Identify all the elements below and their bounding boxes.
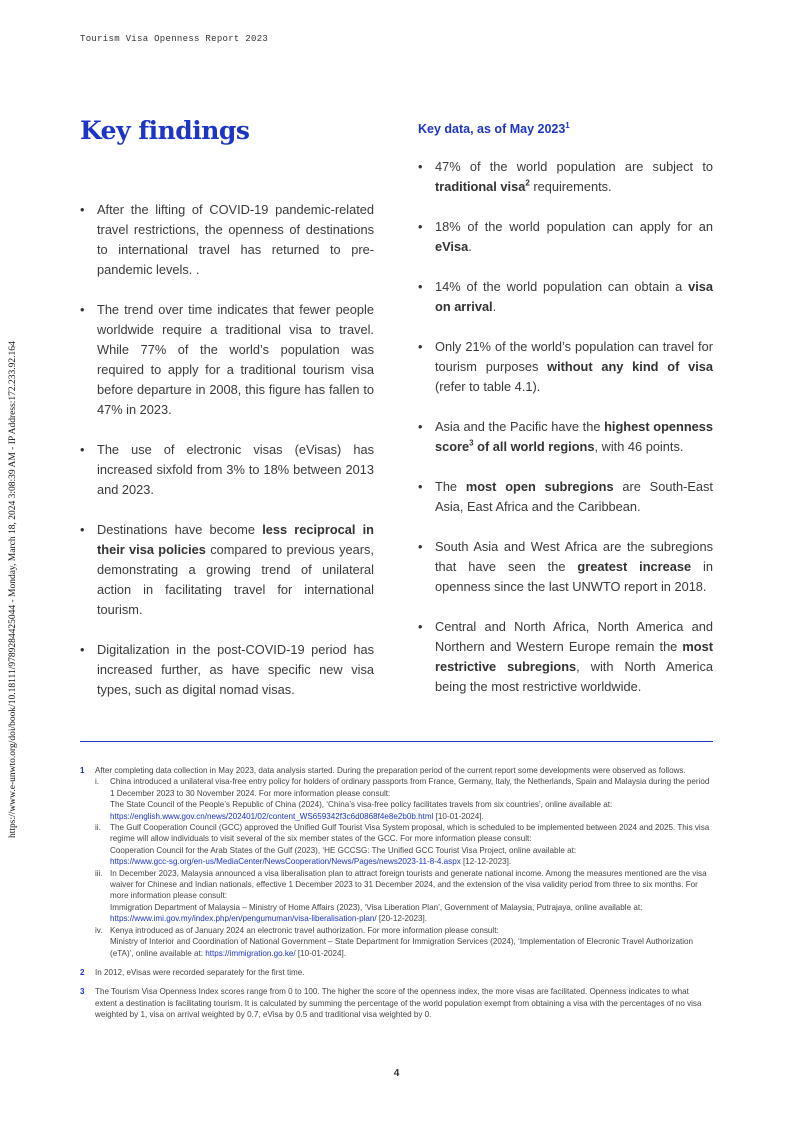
footnote-sub-item: iv. Kenya introduced as of January 2024 an electronic travel authorization. For more information please consult: Ministry of Interior and Coordination of National Government – State Department for Immigration Services (2024), ‘Implementation of Elecronic Travel Authorization (eTA)’, online available at: https://immigration.go.ke/ [10-01-2024].: [95, 925, 694, 958]
finding-item: • The use of electronic visas (eVisas) has increased sixfold from 3% to 18% between 2013 and 2023.: [80, 440, 374, 500]
key-data-item: • Only 21% of the world’s population can travel for tourism purposes without any kind of visa (refer to table 4.1).: [418, 337, 713, 397]
key-data-item: • 47% of the world population are subject to traditional visa$^2$ requirements.: [418, 157, 713, 197]
running-header: Tourism Visa Openness Report 2023: [80, 34, 269, 44]
key-data-list: [418, 157, 713, 697]
key-findings-column: [80, 200, 374, 720]
side-watermark: https://www.e-unwto.org/doi/book/10.18111/9789284425044 - Monday, March 18, 2024 3:08:39 AM - IP Address:172.233.92.164: [8, 341, 18, 838]
page-number: 4: [393, 1068, 400, 1079]
finding-item: • After the lifting of COVID-19 pandemic-related travel restrictions, the openness of destinations to international travel has returned to pre-pandemic levels. .: [80, 200, 374, 280]
finding-item: • The trend over time indicates that fewer people worldwide require a traditional visa to travel. While 77% of the world’s population was required to apply for a traditional tourism visa before departure in 2008, this figure has fallen to 47% in 2023.: [80, 300, 374, 420]
footnote-link[interactable]: https://english.www.gov.cn/news/202401/02/content_WS659342f3c6d0868f4e8e2b0b.html: [110, 811, 434, 821]
footnote-link[interactable]: https://www.imi.gov.my/index.php/en/pengumuman/visa-liberalisation-plan/: [110, 914, 377, 924]
key-findings-list: [80, 200, 374, 700]
footnote-number: 2: [80, 967, 85, 977]
key-data-title: Key data, as of May 2023$^1$: [418, 120, 570, 136]
key-data-item: • Central and North Africa, North America and Northern and Western Europe remain the most restrictive subregions, with North America being the most restrictive worldwide.: [418, 617, 713, 697]
footnote-1: 1 After completing data collection in May 2023, data analysis started. During the preparation period of the current report some developments were observed as follows. i. China introduced a unilateral visa-free entry policy for holders of ordinary passports from France, Germany, Italy, the Netherlands, Spain and Malaysia during the period 1 December 2023 to 30 November 2024. For more information please consult: The State Council of the People’s Republic of China (2024), ‘China’s visa-free policy facilitates travels from six countries’, online available at: https://english.www.gov.cn/news/202401/02/content_WS659342f3c6d0868f4e8e2b0b.html [10-01-2024]. ii. The Gulf Cooperation Council (GCC) approved the Unified Gulf Tourist Visa System proposal, which is scheduled to be implemented between 2024 and 2025. This visa regime will allow individuals to visit several of the six member states of the GCC. For more information please consult: Cooperation Council for the Arab States of the Gulf (2023), ‘HE GCCSG: The Unified GCC Tourist Visa Project, online available at: https://www.gcc-sg.org/en-us/MediaCenter/NewsCooperation/News/Pages/news2023-11-8-4.aspx [12-12-2023]. iii. In December 2023, Malaysia announced a visa liberalisation plan to attract foreign tourists and generate national income. Among the measures mentioned are the visa waiver for Chinese and Indian nationals, effective 1 December 2023 to 31 December 2024, and the extension of the visa validity period from three to six months. For more information please consult: Immigration Department of Malaysia – Ministry of Home Affairs (2023), ‘Visa Liberation Plan’, Government of Malaysia, Putrajaya, online available at: https://www.imi.gov.my/index.php/en/pengumuman/visa-liberalisation-plan/ [20-12-2023]. iv. Kenya introduced as of January 2024 an electronic travel authorization. For more information please consult: Ministry of Interior and Coordination of National Government – State Department for Immigration Services (2024), ‘Implementation of Elecronic Travel Authorization (eTA)’, online available at: https://immigration.go.ke/ [10-01-2024].: [80, 765, 713, 959]
page-title: Key findings: [80, 116, 250, 145]
finding-item: • Digitalization in the post-COVID-19 period has increased further, as have specific new visa types, such as digital nomad visas.: [80, 640, 374, 700]
footnote-sub-item: ii. The Gulf Cooperation Council (GCC) approved the Unified Gulf Tourist Visa System proposal, which is scheduled to be implemented between 2024 and 2025. This visa regime will allow individuals to visit several of the six member states of the GCC. For more information please consult: Cooperation Council for the Arab States of the Gulf (2023), ‘HE GCCSG: The Unified GCC Tourist Visa Project, online available at: https://www.gcc-sg.org/en-us/MediaCenter/NewsCooperation/News/Pages/news2023-11-8-4.aspx [12-12-2023].: [95, 823, 710, 867]
key-data-item: • South Asia and West Africa are the subregions that have seen the greatest increase in openness since the last UNWTO report in 2018.: [418, 537, 713, 597]
footnote-ref[interactable]: 3: [469, 438, 474, 448]
footnote-link[interactable]: https://immigration.go.ke/: [205, 948, 296, 958]
footnote-sub-item: iii. In December 2023, Malaysia announced a visa liberalisation plan to attract foreign tourists and generate national income. Among the measures mentioned are the visa waiver for Chinese and Indian nationals, effective 1 December 2023 to 31 December 2024, and the extension of the visa validity period from three to six months. For more information please consult: Immigration Department of Malaysia – Ministry of Home Affairs (2023), ‘Visa Liberation Plan’, Government of Malaysia, Putrajaya, online available at: https://www.imi.gov.my/index.php/en/pengumuman/visa-liberalisation-plan/ [20-12-2023].: [95, 868, 707, 924]
footnote-2: 2 In 2012, eVisas were recorded separately for the first time.: [80, 967, 305, 977]
footnote-number: 1: [80, 766, 85, 775]
footnote-ref[interactable]: 2: [525, 178, 530, 188]
finding-item: • Destinations have become less reciprocal in their visa policies compared to previous years, demonstrating a growing trend of unilateral action in facilitating travel for international tourism.: [80, 520, 374, 620]
footnotes: [80, 765, 713, 1029]
key-data-item: • The most open subregions are South-East Asia, East Africa and the Caribbean.: [418, 477, 713, 517]
key-data-column: [418, 121, 713, 717]
footnote-divider: [80, 741, 713, 742]
footnote-ref[interactable]: 1: [565, 120, 570, 130]
footnote-link[interactable]: https://www.gcc-sg.org/en-us/MediaCenter/NewsCooperation/News/Pages/news2023-11-8-4.aspx: [110, 857, 461, 867]
key-data-item: • 14% of the world population can obtain a visa on arrival.: [418, 277, 713, 317]
key-data-item: • 18% of the world population can apply for an eVisa.: [418, 217, 713, 257]
footnote-number: 3: [80, 987, 85, 997]
footnote-3: 3 The Tourism Visa Openness Index scores range from 0 to 100. The higher the score of the openness index, the more visas are facilitated. Openness indicates to what extent a destination is facilitating tourism. It is calculated by summing the percentage of the world population exempt from obtaining a visa with the percentages of no visa weighted by 1, visa on arrival weighted by 0.7, eVisa by 0.5 and traditional visa weighted by 0.: [80, 987, 702, 1020]
footnote-sub-item: i. China introduced a unilateral visa-free entry policy for holders of ordinary passports from France, Germany, Italy, the Netherlands, Spain and Malaysia during the period 1 December 2023 to 30 November 2024. For more information please consult: The State Council of the People’s Republic of China (2024), ‘China’s visa-free policy facilitates travels from six countries’, online available at: https://english.www.gov.cn/news/202401/02/content_WS659342f3c6d0868f4e8e2b0b.html [10-01-2024].: [95, 777, 710, 821]
key-data-item: • Asia and the Pacific have the highest openness score$^3$ of all world regions, with 46 points.: [418, 417, 713, 457]
